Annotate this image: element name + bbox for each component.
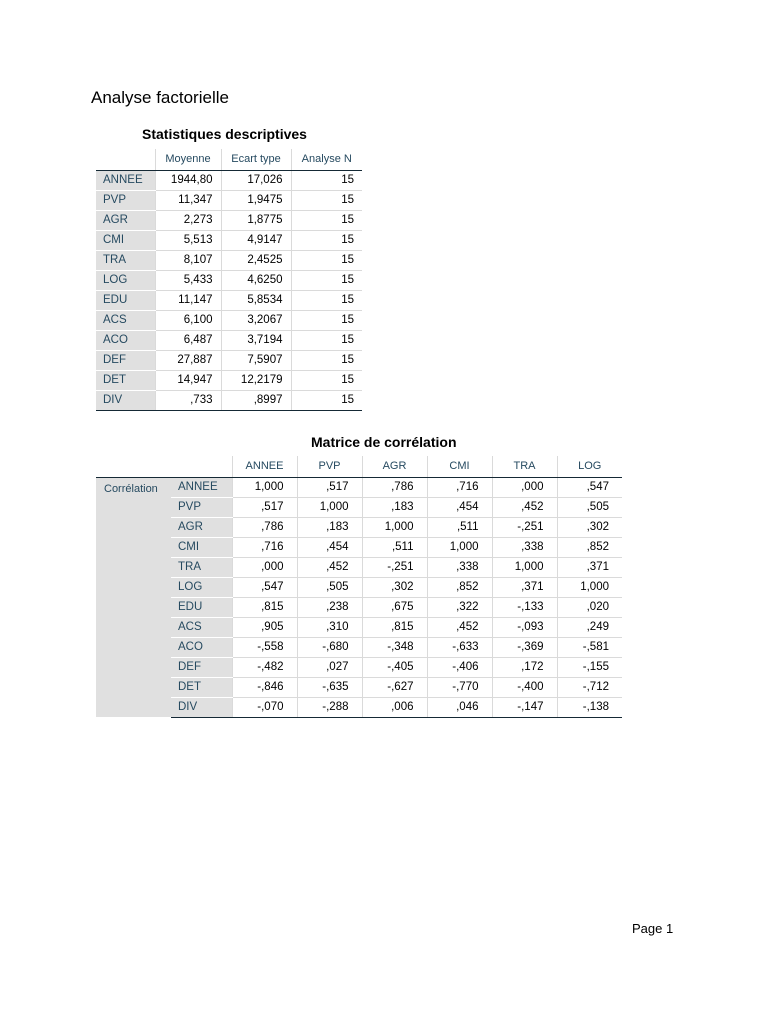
table-cell: ,322 [427, 597, 492, 617]
row-label: LOG [96, 270, 155, 290]
row-label: EDU [96, 290, 155, 310]
table-row [96, 190, 362, 210]
table-cell: ,046 [427, 697, 492, 717]
table-cell: ,000 [232, 557, 297, 577]
table-cell: -,251 [492, 517, 557, 537]
row-label: ANNEE [96, 170, 155, 190]
table-row [96, 617, 622, 637]
column-header: TRA [492, 456, 557, 477]
column-header: PVP [297, 456, 362, 477]
table-cell: -,070 [232, 697, 297, 717]
table-row [96, 597, 622, 617]
table-cell: 3,2067 [221, 310, 291, 330]
header-corner [96, 456, 232, 477]
table-cell: 15 [291, 350, 362, 370]
table-cell: 15 [291, 190, 362, 210]
row-label: ANNEE [171, 477, 232, 497]
table-cell: ,027 [297, 657, 362, 677]
table-cell: ,000 [492, 477, 557, 497]
table-cell: ,815 [362, 617, 427, 637]
table-cell: 5,8534 [221, 290, 291, 310]
table-cell: ,310 [297, 617, 362, 637]
table-cell: -,155 [557, 657, 622, 677]
table-cell: -,133 [492, 597, 557, 617]
column-header: Analyse N [291, 149, 362, 170]
table-cell: -,482 [232, 657, 297, 677]
table-cell: ,505 [557, 497, 622, 517]
table-cell: 15 [291, 230, 362, 250]
table-cell: ,338 [427, 557, 492, 577]
table-cell: ,786 [232, 517, 297, 537]
table-cell: 15 [291, 210, 362, 230]
table-cell: ,183 [362, 497, 427, 517]
table-cell: -,369 [492, 637, 557, 657]
table-cell: 27,887 [155, 350, 221, 370]
table-cell: -,581 [557, 637, 622, 657]
table-cell: ,517 [232, 497, 297, 517]
table-row [96, 330, 362, 350]
table-cell: ,020 [557, 597, 622, 617]
correlation-table-title: Matrice de corrélation [311, 434, 457, 450]
table-cell: ,454 [297, 537, 362, 557]
row-label: DIV [96, 390, 155, 410]
table-cell: ,786 [362, 477, 427, 497]
table-cell: ,511 [362, 537, 427, 557]
table-cell: -,846 [232, 677, 297, 697]
table-row [96, 677, 622, 697]
descriptive-statistics-table [96, 149, 362, 411]
table-cell: 15 [291, 310, 362, 330]
table-cell: 11,147 [155, 290, 221, 310]
column-header: LOG [557, 456, 622, 477]
table-cell: ,716 [232, 537, 297, 557]
table-cell: 15 [291, 250, 362, 270]
table-cell: ,547 [232, 577, 297, 597]
table-cell: 5,513 [155, 230, 221, 250]
header-corner [96, 149, 155, 170]
table-cell: -,627 [362, 677, 427, 697]
table-row [96, 657, 622, 677]
table-row [96, 497, 622, 517]
page-number: Page 1 [632, 921, 674, 936]
table-cell: -,348 [362, 637, 427, 657]
table-cell: ,547 [557, 477, 622, 497]
table-cell: 15 [291, 170, 362, 190]
table-cell: -,635 [297, 677, 362, 697]
table-cell: ,852 [427, 577, 492, 597]
row-label: AGR [171, 517, 232, 537]
row-label: DET [96, 370, 155, 390]
table-cell: ,815 [232, 597, 297, 617]
table-row [96, 557, 622, 577]
table-cell: 14,947 [155, 370, 221, 390]
table-cell: ,675 [362, 597, 427, 617]
table-cell: 6,100 [155, 310, 221, 330]
table-cell: 15 [291, 330, 362, 350]
table-cell: ,371 [557, 557, 622, 577]
table-row [96, 350, 362, 370]
table-cell: ,302 [557, 517, 622, 537]
table-cell: -,147 [492, 697, 557, 717]
table-cell: -,406 [427, 657, 492, 677]
table-cell: -,770 [427, 677, 492, 697]
table-row [96, 390, 362, 410]
table-cell: ,302 [362, 577, 427, 597]
table-cell: -,712 [557, 677, 622, 697]
table-cell: 1,000 [427, 537, 492, 557]
page-title: Analyse factorielle [91, 88, 229, 107]
table-cell: ,852 [557, 537, 622, 557]
table-cell: 5,433 [155, 270, 221, 290]
table-cell: -,633 [427, 637, 492, 657]
row-label: TRA [171, 557, 232, 577]
table-row [96, 210, 362, 230]
table-cell: ,006 [362, 697, 427, 717]
table-row [96, 370, 362, 390]
table-cell: ,505 [297, 577, 362, 597]
table-row [96, 537, 622, 557]
table-cell: 15 [291, 270, 362, 290]
table-cell: 15 [291, 390, 362, 410]
table-row [96, 517, 622, 537]
table-cell: ,452 [427, 617, 492, 637]
group-label: Corrélation [96, 477, 171, 717]
table-cell: 7,5907 [221, 350, 291, 370]
table-cell: 1,000 [362, 517, 427, 537]
table-cell: 1,9475 [221, 190, 291, 210]
table-cell: ,452 [492, 497, 557, 517]
row-label: DIV [171, 697, 232, 717]
table-cell: 1,000 [557, 577, 622, 597]
table-cell: 4,9147 [221, 230, 291, 250]
table-cell: 11,347 [155, 190, 221, 210]
table-cell: 2,4525 [221, 250, 291, 270]
row-label: DEF [96, 350, 155, 370]
correlation-matrix-table [96, 456, 622, 718]
table-cell: 15 [291, 290, 362, 310]
table-cell: 1,000 [492, 557, 557, 577]
table-cell: ,249 [557, 617, 622, 637]
table-cell: ,452 [297, 557, 362, 577]
row-label: CMI [171, 537, 232, 557]
row-label: ACO [171, 637, 232, 657]
table-header-row [96, 456, 622, 477]
column-header: AGR [362, 456, 427, 477]
table-header-row [96, 149, 362, 170]
table-cell: 1944,80 [155, 170, 221, 190]
table-cell: ,716 [427, 477, 492, 497]
table-row [96, 637, 622, 657]
row-label: PVP [96, 190, 155, 210]
table-cell: ,517 [297, 477, 362, 497]
table-cell: ,454 [427, 497, 492, 517]
row-label: ACS [96, 310, 155, 330]
table-row [96, 697, 622, 717]
table-row [96, 230, 362, 250]
table-row [96, 270, 362, 290]
row-label: PVP [171, 497, 232, 517]
row-label: TRA [96, 250, 155, 270]
table-cell: -,558 [232, 637, 297, 657]
column-header: Ecart type [221, 149, 291, 170]
table-cell: 1,8775 [221, 210, 291, 230]
column-header: ANNEE [232, 456, 297, 477]
row-label: DET [171, 677, 232, 697]
table-row [96, 290, 362, 310]
table-cell: 17,026 [221, 170, 291, 190]
table-row [96, 577, 622, 597]
table-cell: 1,000 [232, 477, 297, 497]
table-cell: 1,000 [297, 497, 362, 517]
column-header: CMI [427, 456, 492, 477]
row-label: ACO [96, 330, 155, 350]
table-cell: -,680 [297, 637, 362, 657]
row-label: AGR [96, 210, 155, 230]
table-row [96, 250, 362, 270]
row-label: EDU [171, 597, 232, 617]
descriptive-table-title: Statistiques descriptives [142, 126, 307, 142]
table-cell: -,251 [362, 557, 427, 577]
table-cell: -,138 [557, 697, 622, 717]
table-cell: ,183 [297, 517, 362, 537]
table-cell: 12,2179 [221, 370, 291, 390]
table-cell: ,172 [492, 657, 557, 677]
table-cell: ,511 [427, 517, 492, 537]
table-cell: 3,7194 [221, 330, 291, 350]
table-cell: 2,273 [155, 210, 221, 230]
table-cell: ,338 [492, 537, 557, 557]
table-cell: 8,107 [155, 250, 221, 270]
table-row [96, 477, 622, 497]
table-cell: -,288 [297, 697, 362, 717]
row-label: LOG [171, 577, 232, 597]
row-label: ACS [171, 617, 232, 637]
table-cell: -,405 [362, 657, 427, 677]
table-row [96, 310, 362, 330]
table-cell: 6,487 [155, 330, 221, 350]
column-header: Moyenne [155, 149, 221, 170]
table-cell: ,733 [155, 390, 221, 410]
table-cell: 15 [291, 370, 362, 390]
table-cell: 4,6250 [221, 270, 291, 290]
table-cell: -,400 [492, 677, 557, 697]
table-cell: ,8997 [221, 390, 291, 410]
row-label: CMI [96, 230, 155, 250]
table-cell: ,905 [232, 617, 297, 637]
table-cell: -,093 [492, 617, 557, 637]
table-cell: ,238 [297, 597, 362, 617]
table-row [96, 170, 362, 190]
table-cell: ,371 [492, 577, 557, 597]
row-label: DEF [171, 657, 232, 677]
